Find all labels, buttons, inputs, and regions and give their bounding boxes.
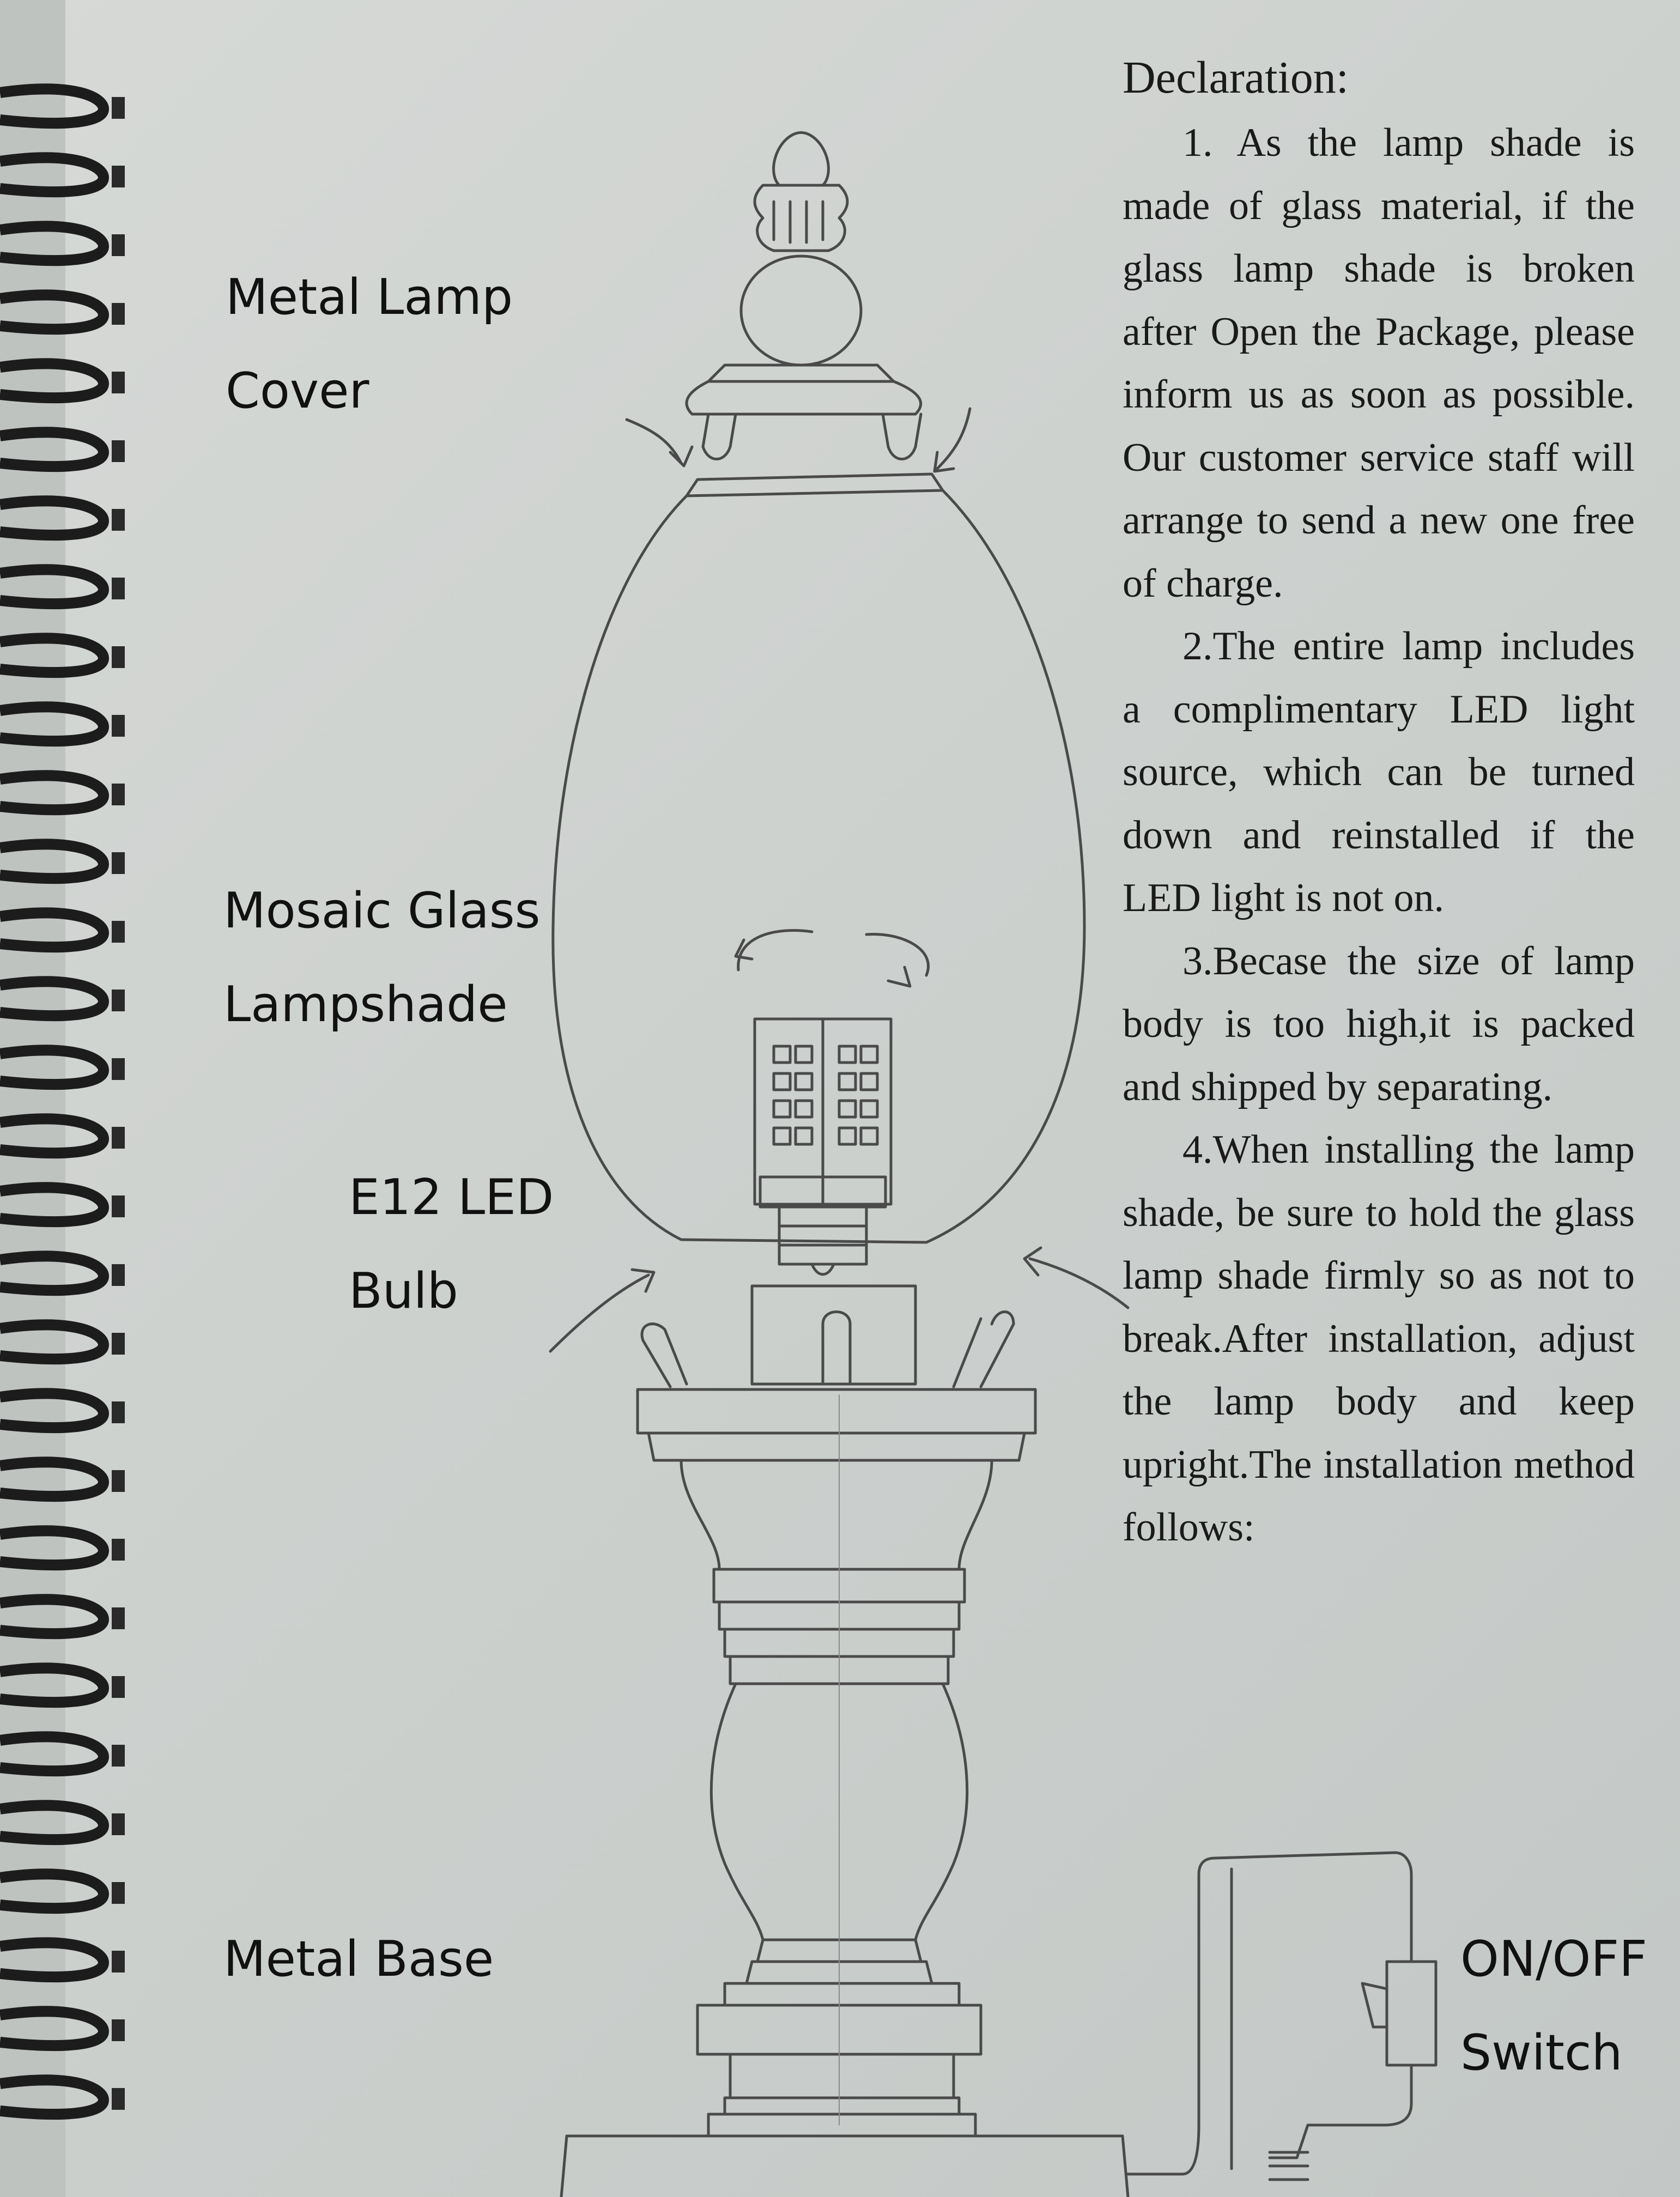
binding-hole (112, 234, 125, 256)
binding-hole (112, 1951, 125, 1973)
label-on-off-switch: ON/OFF Switch (1460, 1931, 1647, 2081)
binding-hole (112, 303, 125, 325)
arrow-shade-right (1024, 1248, 1128, 1308)
arrow-cover-right (935, 409, 970, 471)
binding-hole (112, 509, 125, 531)
binding-hole (112, 646, 125, 668)
declaration-item-1: 1. As the lamp shade is made of glass material, if the glass lamp shade is broken after Open the Package, please inform us as soon as possible. Our customer service staff will arrange to send a new one free of charge. (1123, 120, 1635, 606)
binding-hole (112, 166, 125, 187)
binding-hole (112, 1264, 125, 1286)
binding-hole (112, 2019, 125, 2041)
binding-hole (112, 784, 125, 805)
binding-hole (112, 1058, 125, 1080)
binding-hole (112, 1882, 125, 1904)
declaration-title: Declaration: (1123, 52, 1349, 103)
binding-hole (112, 1539, 125, 1561)
binding-hole (112, 1607, 125, 1629)
declaration-item-4: 4.When installing the lamp shade, be sure to hold the glass lamp shade firmly so as not to break.After installation, adjust the lamp body and keep upright.The installation method follows: (1123, 1127, 1635, 1550)
declaration-item-2: 2.The entire lamp includes a complimentary LED light source, which can be turned down and reinstalled if the LED light is not on. (1123, 624, 1635, 920)
declaration-item-3: 3.Becase the size of lamp body is too high,it is packed and shipped by separating. (1123, 938, 1635, 1109)
binding-hole (112, 440, 125, 462)
binding-hole (112, 372, 125, 393)
binding-hole (112, 2088, 125, 2110)
binding-hole (112, 578, 125, 599)
binding-hole (112, 1333, 125, 1355)
finial-drawing (687, 132, 921, 459)
label-metal-base: Metal Base (223, 1931, 494, 1988)
label-e12-led-bulb: E12 LED Bulb (349, 1169, 554, 1320)
binding-hole (112, 97, 125, 119)
metal-base-drawing (561, 1389, 1128, 2197)
label-mosaic-glass-lampshade: Mosaic Glass Lampshade (223, 882, 541, 1033)
binding-hole (112, 1745, 125, 1767)
binding-hole (112, 1676, 125, 1698)
binding-hole (112, 1813, 125, 1835)
arrow-shade-left (550, 1270, 654, 1351)
binding-hole (112, 921, 125, 943)
switch-cord-drawing (1128, 1853, 1436, 2180)
arrow-cover-left (627, 420, 692, 466)
binding-hole (112, 990, 125, 1011)
binding-hole (112, 852, 125, 874)
binding-hole (112, 715, 125, 737)
binding-hole (112, 1401, 125, 1423)
socket-drawing (642, 1286, 1014, 1387)
binding-hole (112, 1470, 125, 1492)
binding-hole (112, 1127, 125, 1149)
glass-shade-drawing (553, 474, 1084, 1242)
led-bulb-drawing (736, 931, 928, 1274)
binding-hole (112, 1195, 125, 1217)
declaration-block (1123, 44, 1635, 1559)
label-metal-lamp-cover: Metal Lamp Cover (226, 269, 513, 420)
